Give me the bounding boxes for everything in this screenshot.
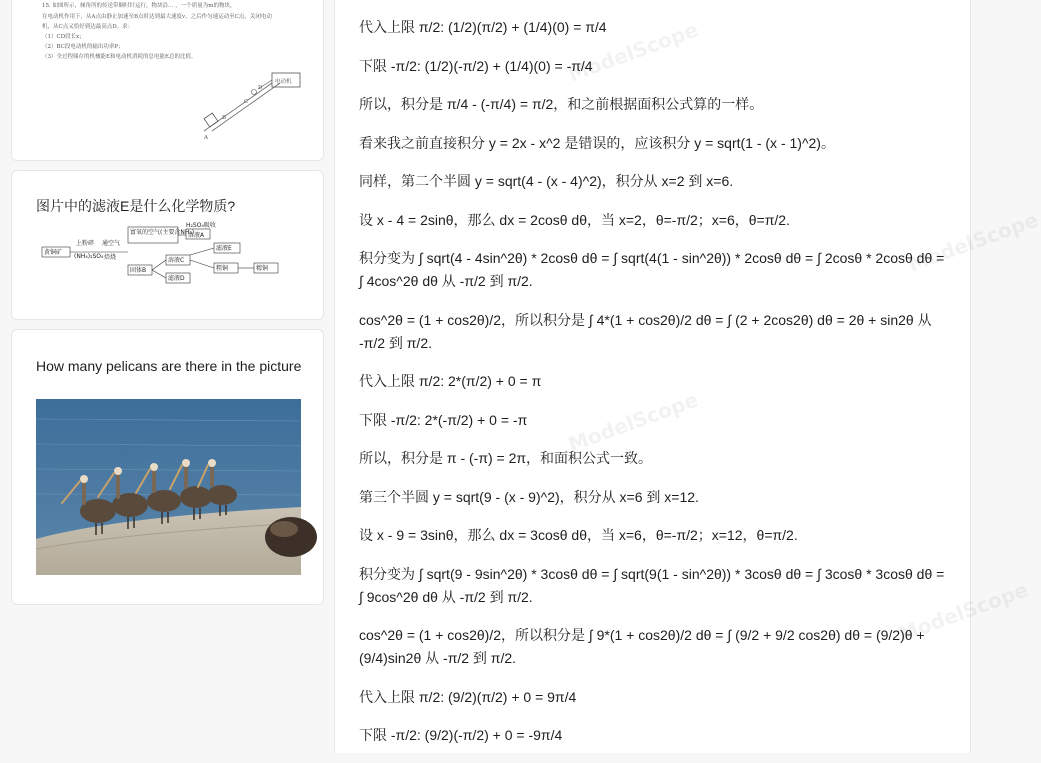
answer-line: 积分变为 ∫ sqrt(4 - 4sin^2θ) * 2cosθ dθ = ∫ sqrt(4(1 - sin^2θ)) * 2cosθ dθ = ∫ 2cosθ * 2cosθ dθ = ∫ 4cos^2θ dθ 从 -π/2 到 π/2. bbox=[359, 250, 945, 289]
flow-node: H₂SO₄吸收 bbox=[186, 222, 216, 229]
answer-line: 代入上限 π/2: 2*(π/2) + 0 = π bbox=[359, 373, 542, 389]
answer-line: 所以，积分是 π - (-π) = 2π，和面积公式一致。 bbox=[359, 450, 653, 466]
flow-node: 溶液A bbox=[188, 232, 205, 239]
pelican-photo bbox=[36, 399, 301, 575]
flow-node: 固体B bbox=[130, 267, 147, 274]
card-question: How many pelicans are there in the picture bbox=[36, 358, 302, 374]
point-label: A bbox=[204, 135, 208, 141]
flow-node: (NH₄)₂SO₄ bbox=[74, 253, 104, 260]
answer-line: 下限 -π/2: 2*(-π/2) + 0 = -π bbox=[359, 411, 528, 428]
card-question: 图片中的滤液E是什么化学物质? bbox=[36, 198, 236, 214]
answer-line: 第三个半圆 y = sqrt(9 - (x - 9)^2)，积分从 x=6 到 x=12. bbox=[359, 488, 699, 505]
flow-node: 焙烧 bbox=[104, 254, 117, 261]
figure-text-line: （1）CD段长x； bbox=[42, 34, 85, 40]
answer-line: 所以，积分是 π/4 - (-π/4) = π/2，和之前根据面积公式算的一样。 bbox=[359, 96, 764, 112]
flow-node: 粗铜 bbox=[216, 265, 229, 272]
figure-text-line: 在电动机作用下，从A点由静止加速至B点时达到最大速度v，之后作匀速运动至C点，关闭电动 bbox=[42, 14, 272, 20]
flow-node: 溶液C bbox=[168, 257, 185, 264]
history-card-physics[interactable] bbox=[11, 0, 324, 161]
chemistry-flow-chart bbox=[36, 222, 286, 289]
watermark: ModelScope bbox=[565, 17, 702, 87]
answer-line: cos^2θ = (1 + cos2θ)/2，所以积分是 ∫ 4*(1 + cos2θ)/2 dθ = ∫ (2 + 2cos2θ) dθ = 2θ + sin2θ 从 -π/2 到 π/2. bbox=[359, 311, 932, 351]
point-label: B bbox=[222, 115, 227, 121]
figure-text-line: 机，从C点又恰好到达最高点D。求： bbox=[42, 24, 134, 30]
chat-answer-panel bbox=[334, 0, 1041, 753]
figure-text-line: （2）BC段电动机的输出功率P； bbox=[42, 44, 124, 50]
answer-line: 下限 -π/2: (1/2)(-π/2) + (1/4)(0) = -π/4 bbox=[359, 57, 593, 74]
flow-node: 滤液E bbox=[216, 245, 232, 252]
watermark: ModelScope bbox=[895, 577, 1032, 647]
point-label: D bbox=[258, 85, 263, 91]
answer-line: 同样，第二个半圆 y = sqrt(4 - (x - 4)^2)，积分从 x=2 到 x=6. bbox=[359, 173, 734, 189]
flow-node: 上粉碎 bbox=[76, 240, 95, 247]
answer-line: 下限 -π/2: (9/2)(-π/2) + 0 = -9π/4 bbox=[359, 727, 563, 743]
answer-line: 积分变为 ∫ sqrt(9 - 9sin^2θ) * 3cosθ dθ = ∫ sqrt(9(1 - sin^2θ)) * 3cosθ dθ = ∫ 3cosθ * 3cosθ dθ = ∫ 9cos^2θ dθ 从 -π/2 到 π/2. bbox=[359, 565, 945, 605]
watermark: ModelScope bbox=[905, 207, 1041, 277]
figure-text-line: （3）全过程储存的机械能E和电动机消耗的总电能E总的比值。 bbox=[42, 54, 197, 60]
motor-label: 电动机 bbox=[275, 79, 292, 85]
flow-node: 黄铜矿 bbox=[44, 249, 63, 256]
history-card-pelicans[interactable] bbox=[11, 329, 324, 605]
flow-node: 通空气 bbox=[102, 240, 121, 247]
history-sidebar bbox=[0, 0, 334, 753]
answer-line: 看来我之前直接积分 y = 2x - x^2 是错误的，应该积分 y = sqrt(1 - (x - 1)^2)。 bbox=[359, 134, 835, 151]
physics-problem-image bbox=[36, 0, 306, 161]
answer-text bbox=[359, 16, 949, 763]
flow-node: 滤液D bbox=[168, 275, 185, 282]
answer-line: 代入上限 π/2: (1/2)(π/2) + (1/4)(0) = π/4 bbox=[359, 19, 607, 35]
watermark: ModelScope bbox=[565, 387, 702, 457]
history-card-chemistry[interactable] bbox=[11, 170, 324, 320]
figure-text-line: 15. 如图所示，倾角所的传送带顺时针运行，物块沿… ，一个质量为m的物块， bbox=[42, 3, 236, 9]
answer-line: cos^2θ = (1 + cos2θ)/2，所以积分是 ∫ 9*(1 + cos2θ)/2 dθ = ∫ (9/2 + 9/2 cos2θ) dθ = (9/2)θ + (9/4)sin2θ 从 -π/2 到 π/2. bbox=[359, 627, 925, 666]
flow-node: 精铜 bbox=[256, 265, 269, 272]
answer-line: 设 x - 9 = 3sinθ，那么 dx = 3cosθ dθ，当 x=6，θ=-π/2；x=12，θ=π/2. bbox=[359, 527, 798, 543]
answer-line: 设 x - 4 = 2sinθ，那么 dx = 2cosθ dθ，当 x=2，θ=-π/2；x=6，θ=π/2. bbox=[359, 211, 790, 228]
flow-node: 富氧的空气(主要含NH₃) bbox=[130, 229, 195, 236]
answer-line: 代入上限 π/2: (9/2)(π/2) + 0 = 9π/4 bbox=[359, 688, 577, 705]
point-label: C bbox=[244, 99, 249, 105]
